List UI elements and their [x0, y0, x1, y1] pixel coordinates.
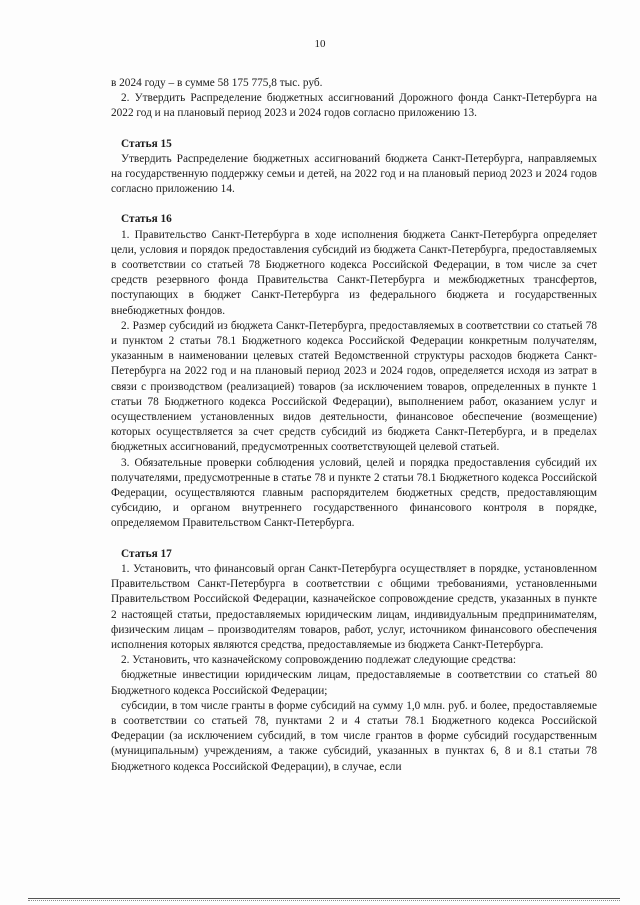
- bottom-rule: [28, 898, 620, 899]
- bottom-dotted-rule: [28, 900, 620, 901]
- paragraph: 3. Обязательные проверки соблюдения условий, целей и порядка предоставления субсидий их получателями, предусмотренные в статье 78 и пункте 2 статьи 78.1 Бюджетного кодекса Российской Федерации, осуществляются главным распорядителем бюджетных средств, предоставляющим субсидию, и органом внутреннего государственного финансового контроля в порядке, определяемом Правительством Санкт-Петербурга.: [111, 456, 597, 530]
- paragraph: 2. Размер субсидий из бюджета Санкт-Петербурга, предоставляемых в соответствии со статьей 78 и пунктом 2 статьи 78.1 Бюджетного кодекса Российской Федерации конкретным получателям, указанным в наименовании целевых статей Ведомственной структуры расходов бюджета Санкт-Петербурга на 2022 год и на плановый период 2023 и 2024 годов, определяется исходя из затрат в связи с производством (реализацией) товаров (за исключением товаров, определенных в пункте 1 статьи 78 Бюджетного кодекса Российской Федерации), выполнением работ, оказанием услуг и осуществлением установленных видов деятельности, финансовое обеспечение (возмещение) которых осуществляется за счет средств субсидий из бюджета Санкт-Петербурга, и в пределах бюджетных ассигнований, предусмотренных соответствующей целевой статьей.: [111, 319, 597, 454]
- paragraph: 2. Утвердить Распределение бюджетных ассигнований Дорожного фонда Санкт-Петербурга на 2022 год и на плановый период 2023 и 2024 годов согласно приложению 13.: [111, 92, 597, 120]
- paragraph: субсидии, в том числе гранты в форме субсидий на сумму 1,0 млн. руб. и более, предоставляемые в соответствии со статьей 78, пунктами 2 и 4 статьи 78.1 Бюджетного кодекса Российской Федерации (за исключением субсидий, в том числе грантов в форме субсидий государственным (муниципальным) учреждениям, а также субсидий, указанных в пунктах 6, 8 и 8.1 статьи 78 Бюджетного кодекса Российской Федерации), в случае, если: [111, 699, 597, 773]
- paragraph: Утвердить Распределение бюджетных ассигнований бюджета Санкт-Петербурга, направляемых на государственную поддержку семьи и детей, на 2022 год и на плановый период 2023 и 2024 годов согласно приложению 14.: [111, 152, 597, 196]
- section-gap: [111, 532, 597, 547]
- paragraph: 2. Установить, что казначейскому сопровождению подлежат следующие средства:: [121, 654, 517, 667]
- paragraph: бюджетные инвестиции юридическим лицам, предоставляемые в соответствии со статьей 80 Бюджетного кодекса Российской Федерации;: [111, 669, 597, 697]
- paragraph: 1. Правительство Санкт-Петербурга в ходе исполнения бюджета Санкт-Петербурга определяет цели, условия и порядок предоставления субсидий из бюджета Санкт-Петербурга, предоставляемых в соответствии со статьей 78 Бюджетного кодекса Российской Федерации, в том числе за счет средств резервного фонда Правительства Санкт-Петербурга и межбюджетных трансфертов, поступающих в бюджет Санкт-Петербурга из федерального бюджета и государственных внебюджетных фондов.: [111, 228, 597, 317]
- section-gap: [111, 122, 597, 137]
- article-heading: Статья 16: [121, 213, 172, 226]
- paragraph: 1. Установить, что финансовый орган Санкт-Петербурга осуществляет в порядке, установленном Правительством Санкт-Петербурга в соответствии с общими требованиями, установленными Правительством Российской Федерации, казначейское сопровождение средств, указанных в пункте 2 настоящей статьи, предоставляемых юридическим лицам, индивидуальным предпринимателям, физическим лицам – производителям товаров, работ, услуг, источником финансового обеспечения исполнения которых являются средства, предоставляемые из бюджета Санкт-Петербурга.: [111, 562, 597, 651]
- page-number: 10: [314, 38, 326, 50]
- article-heading: Статья 15: [121, 137, 172, 150]
- paragraph: в 2024 году – в сумме 58 175 775,8 тыс. руб.: [111, 77, 323, 89]
- article-heading: Статья 17: [121, 547, 172, 560]
- section-gap: [111, 197, 597, 212]
- document-body: [111, 76, 597, 775]
